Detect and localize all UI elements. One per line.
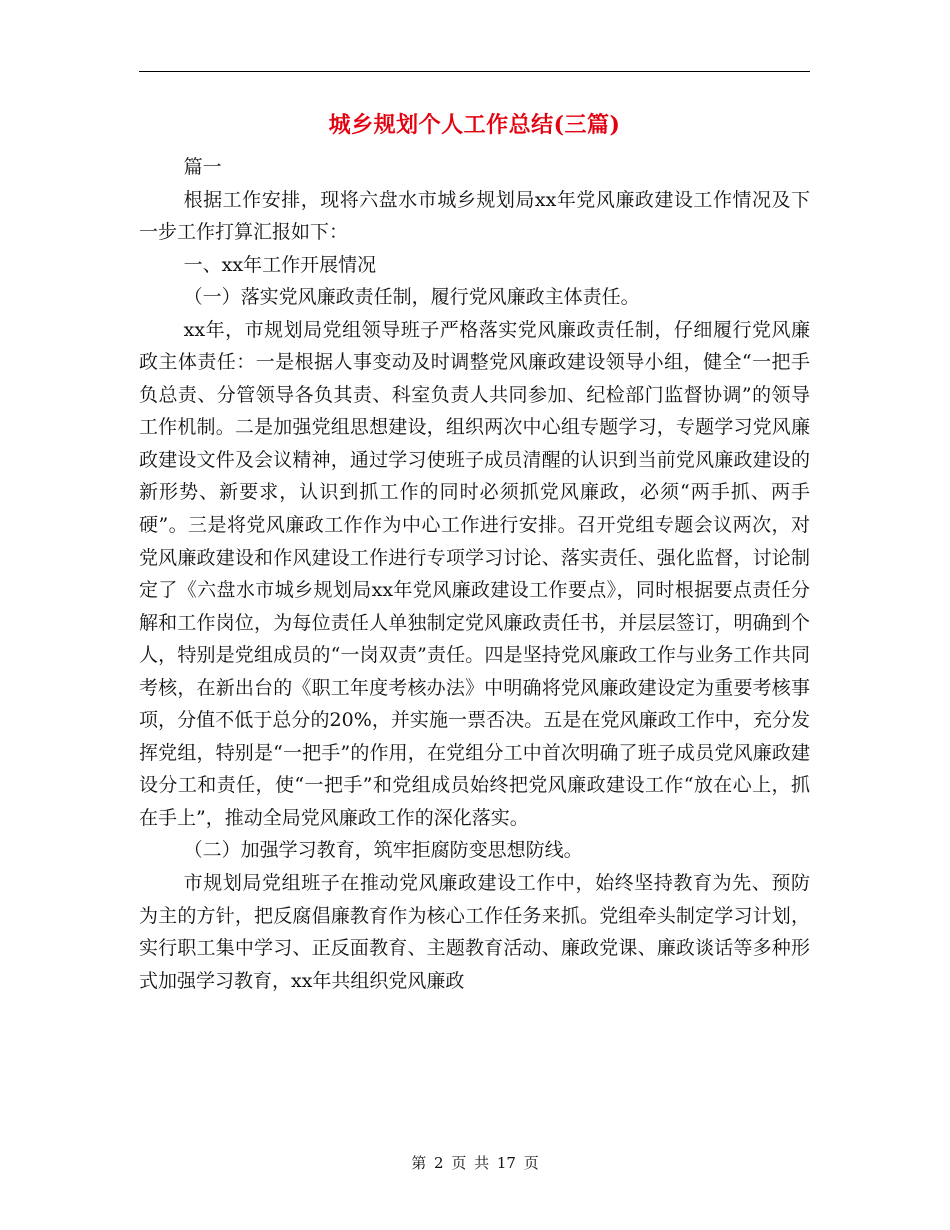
header-rule <box>139 71 810 72</box>
body-paragraph: 市规划局党组班子在推动党风廉政建设工作中，始终坚持教育为先、预防为主的方针，把反腐倡廉教育作为核心工作任务来抓。党组牵头制定学习计划，实行职工集中学习、正反面教育、主题教育活动、廉政党课、廉政谈话等多种形式加强学习教育，xx年共组织党风廉政 <box>139 872 810 992</box>
document-body <box>139 151 810 997</box>
section-heading: 一、xx年工作开展情况 <box>183 253 377 276</box>
intro-paragraph: 根据工作安排，现将六盘水市城乡规划局xx年党风廉政建设工作情况及下一步工作打算汇报如下： <box>139 188 810 244</box>
page-footer: 第 2 页 共 17 页 <box>411 1154 539 1172</box>
document-title: 城乡规划个人工作总结(三篇) <box>328 112 621 138</box>
subsection-heading: （一）落实党风廉政责任制，履行党风廉政主体责任。 <box>183 286 640 309</box>
section-heading: 篇一 <box>183 156 222 178</box>
body-paragraph: xx年，市规划局党组领导班子严格落实党风廉政责任制，仔细履行党风廉政主体责任：一是根据人事变动及时调整党风廉政建设领导小组，健全“一把手负总责、分管领导各负其责、科室负责人共同参加、纪检部门监督协调”的领导工作机制。二是加强党组思想建设，组织两次中心组专题学习，专题学习党风廉政建设文件及会议精神，通过学习使班子成员清醒的认识到当前党风廉政建设的新形势、新要求，认识到抓工作的同时必须抓党风廉政，必须“两手抓、两手硬”。三是将党风廉政工作作为中心工作进行安排。召开党组专题会议两次，对党风廉政建设和作风建设工作进行专项学习讨论、落实责任、强化监督，讨论制定了《六盘水市城乡规划局xx年党风廉政建设工作要点》，同时根据要点责任分解和工作岗位，为每位责任人单独制定党风廉政责任书，并层层签订，明确到个人，特别是党组成员的“一岗双责”责任。四是坚持党风廉政工作与业务工作共同考核，在新出台的《职工年度考核办法》中明确将党风廉政建设定为重要考核事项，分值不低于总分的20%，并实施一票否决。五是在党风廉政工作中，充分发挥党组，特别是“一把手”的作用，在党组分工中首次明确了班子成员党风廉政建设分工和责任，使“一把手”和党组成员始终把党风廉政建设工作“放在心上，抓在手上”，推动全局党风廉政工作的深化落实。 <box>139 318 810 829</box>
subsection-heading: （二）加强学习教育，筑牢拒腐防变思想防线。 <box>183 839 583 862</box>
